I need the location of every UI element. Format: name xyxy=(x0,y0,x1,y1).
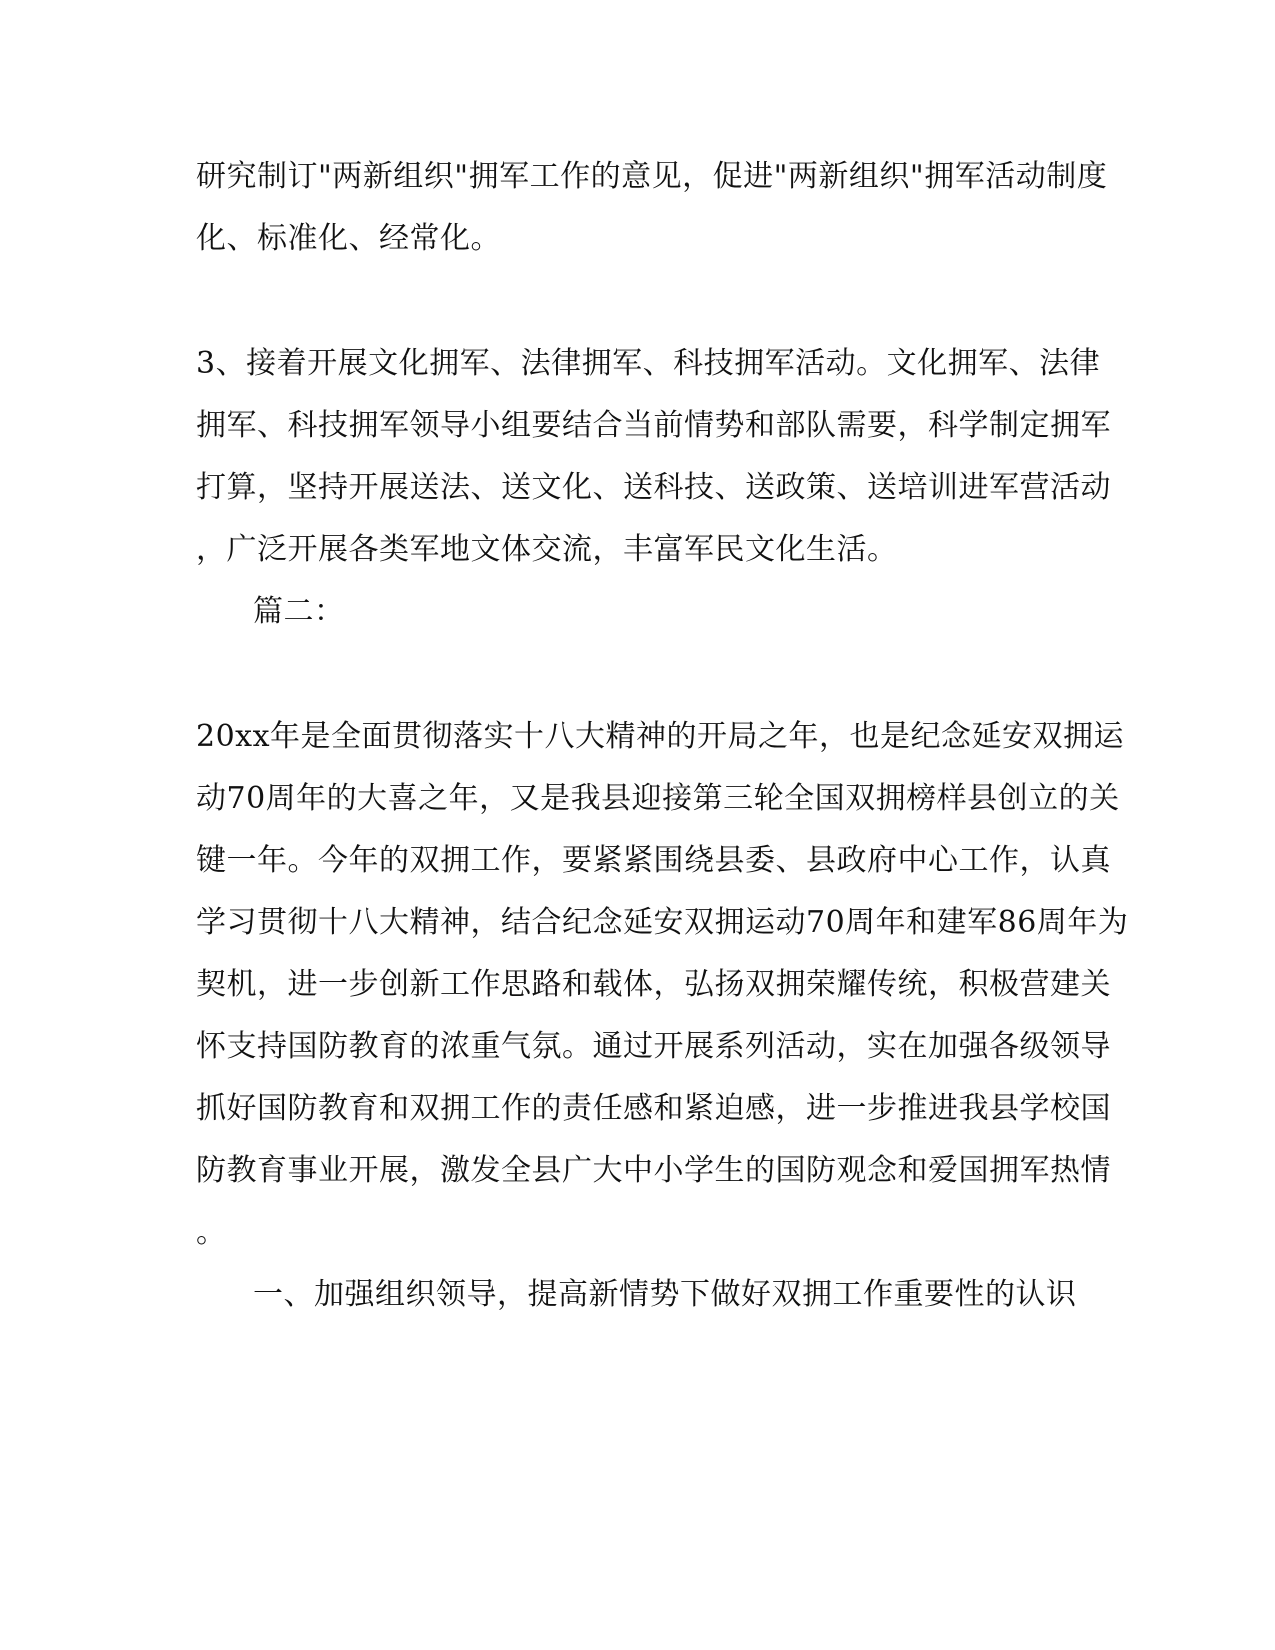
paragraph-line: 抓好国防教育和双拥工作的责任感和紧迫感，进一步推进我县学校国 xyxy=(196,1091,1111,1126)
paragraph-line: 。 xyxy=(196,1215,227,1250)
paragraph-line: ，广泛开展各类军地文体交流，丰富军民文化生活。 xyxy=(196,532,898,567)
section-heading: 篇二： xyxy=(253,594,345,629)
section-heading: 一、加强组织领导，提高新情势下做好双拥工作重要性的认识 xyxy=(253,1277,1077,1312)
paragraph-line: 动70周年的大喜之年，又是我县迎接第三轮全国双拥榜样县创立的关 xyxy=(196,781,1120,816)
paragraph-line: 契机，进一步创新工作思路和载体，弘扬双拥荣耀传统，积极营建关 xyxy=(196,967,1111,1002)
paragraph-line: 打算，坚持开展送法、送文化、送科技、送政策、送培训进军营活动 xyxy=(196,470,1111,505)
paragraph-line: 20xx年是全面贯彻落实十八大精神的开局之年，也是纪念延安双拥运 xyxy=(196,719,1125,754)
paragraph-line: 学习贯彻十八大精神，结合纪念延安双拥运动70周年和建军86周年为 xyxy=(196,905,1129,940)
paragraph-line: 怀支持国防教育的浓重气氛。通过开展系列活动，实在加强各级领导 xyxy=(196,1029,1111,1064)
paragraph-line: 化、标准化、经常化。 xyxy=(196,221,501,256)
paragraph-line: 防教育事业开展，激发全县广大中小学生的国防观念和爱国拥军热情 xyxy=(196,1153,1111,1188)
paragraph-line: 3、接着开展文化拥军、法律拥军、科技拥军活动。文化拥军、法律 xyxy=(196,346,1101,381)
paragraph-line: 键一年。今年的双拥工作，要紧紧围绕县委、县政府中心工作，认真 xyxy=(196,843,1111,878)
paragraph-line: 研究制订"两新组织"拥军工作的意见，促进"两新组织"拥军活动制度 xyxy=(196,159,1108,194)
paragraph-line: 拥军、科技拥军领导小组要结合当前情势和部队需要，科学制定拥军 xyxy=(196,408,1111,443)
